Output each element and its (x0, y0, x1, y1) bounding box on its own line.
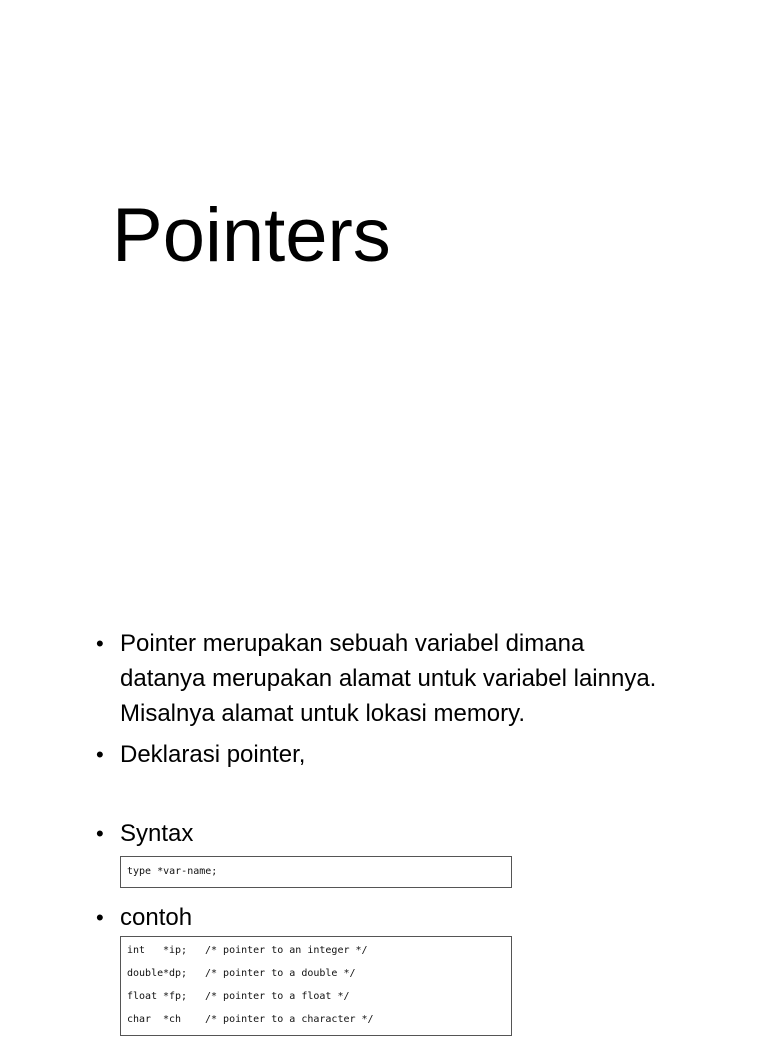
bullet-dot-icon: • (96, 742, 104, 767)
bullet-item-example (96, 900, 192, 935)
syntax-code-box (120, 856, 512, 888)
bullet-text: Syntax (120, 820, 194, 847)
code-var: *dp; (163, 968, 188, 979)
bullet-dot-icon: • (96, 905, 104, 930)
bullet-dot-icon: • (96, 631, 104, 656)
code-type: int (127, 945, 146, 956)
bullet-item-definition (96, 626, 676, 731)
code-type: char (127, 1014, 152, 1025)
example-code-box (120, 936, 512, 1036)
slide-title: Pointers (112, 193, 391, 278)
code-line (127, 991, 511, 1014)
bullet-item-declaration (96, 737, 676, 772)
code-comment: /* pointer to a float */ (205, 991, 350, 1002)
code-var: *fp; (163, 991, 188, 1002)
code-comment: /* pointer to a character */ (205, 1014, 374, 1025)
code-type: double (127, 968, 164, 979)
bullet-text: contoh (120, 904, 193, 931)
bullet-dot-icon: • (96, 821, 104, 846)
code-comment: /* pointer to an integer */ (205, 945, 368, 956)
code-var: *ch (163, 1014, 182, 1025)
bullet-text: Deklarasi pointer, (120, 741, 306, 768)
bullet-item-syntax (96, 816, 193, 851)
code-line (127, 1014, 511, 1037)
code-var: *ip; (163, 945, 188, 956)
code-type: float (127, 991, 158, 1002)
bullet-list (96, 626, 676, 777)
code-line (127, 945, 511, 968)
bullet-text: Pointer merupakan sebuah variabel dimana datanya merupakan alamat untuk variabel lainnya. Misalnya alamat untuk lokasi memory. (120, 630, 657, 727)
syntax-code: type *var-name; (127, 866, 218, 877)
code-comment: /* pointer to a double */ (205, 968, 356, 979)
code-line (127, 968, 511, 991)
